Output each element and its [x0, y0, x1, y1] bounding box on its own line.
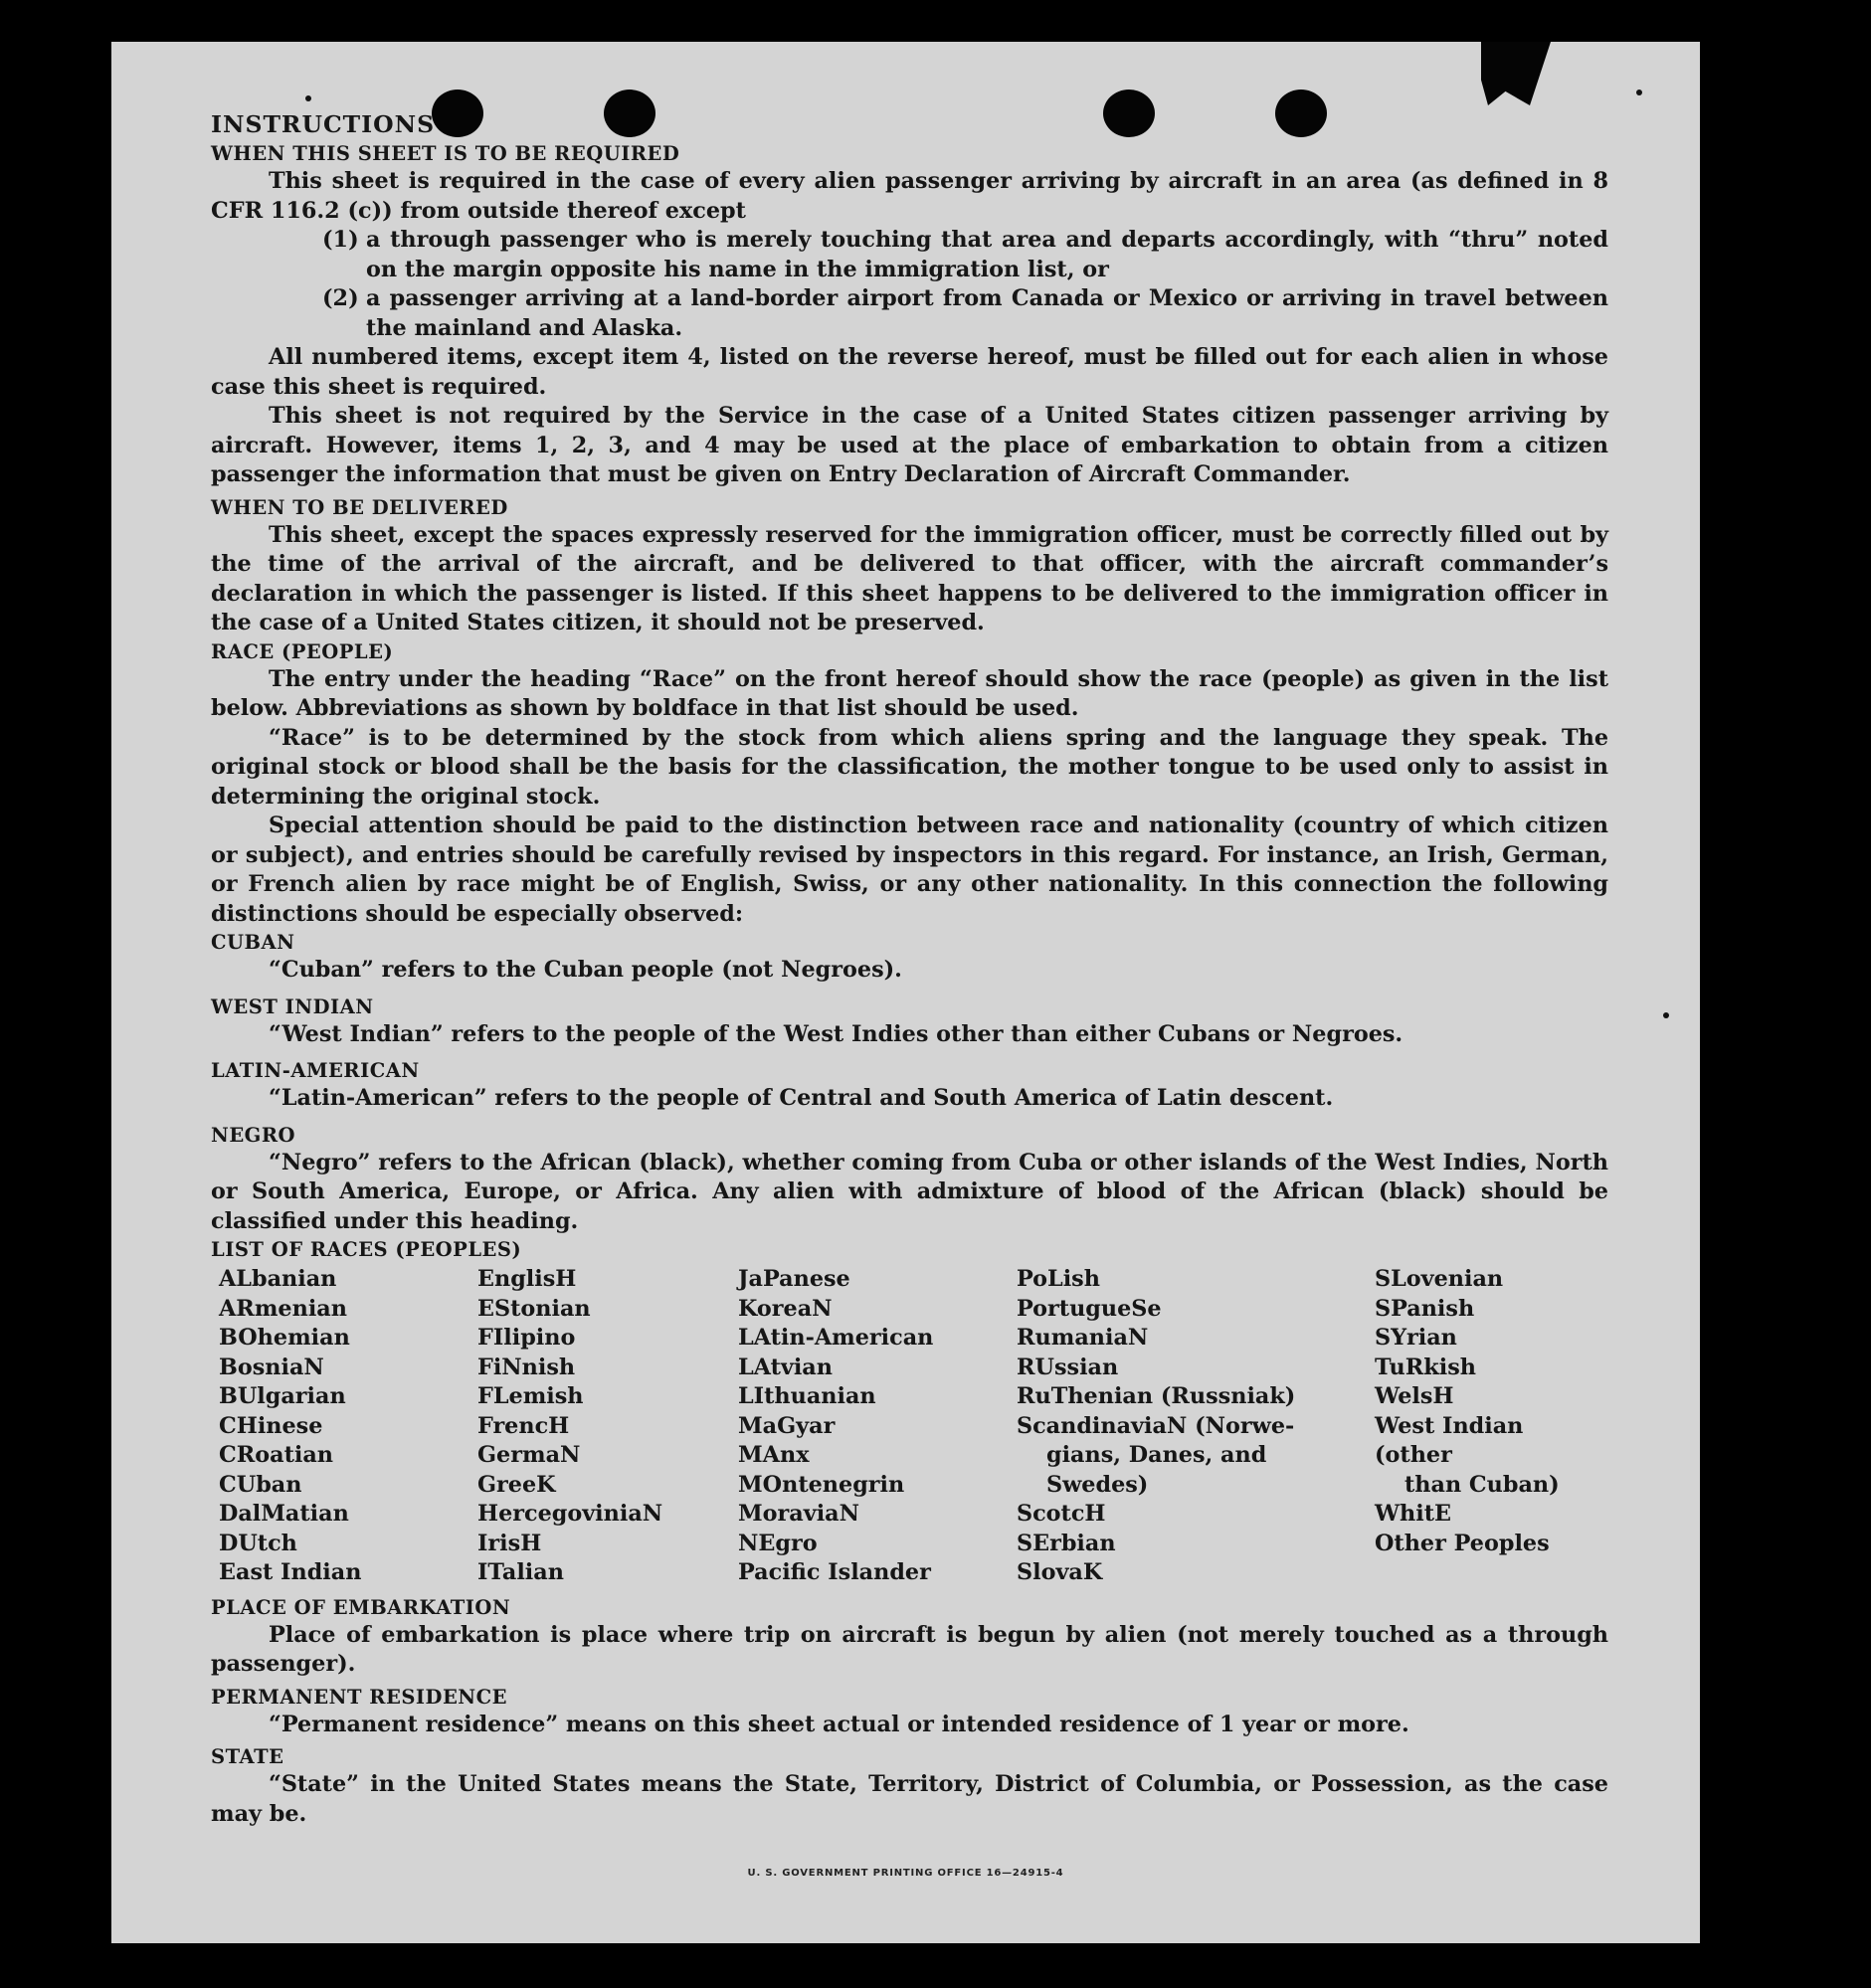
- race-entry: SErbian: [1017, 1530, 1116, 1556]
- paragraph: “Permanent residence” means on this sheet actual or intended residence of 1 year or more.: [269, 1711, 1409, 1737]
- race-entry: SlovaK: [1017, 1559, 1103, 1585]
- race-entry: FrencH: [477, 1412, 570, 1439]
- instructions-content: [211, 109, 1608, 1829]
- paragraph: This sheet is not required by the Service in the case of a United States citizen passenger arriving by aircraft. However, items 1, 2, 3, and 4 may be used at the place of embarkation to obtain from a citizen passenger the information that must be given on Entry Declaration of Aircraft Commander.: [211, 403, 1608, 487]
- races-column: [1375, 1265, 1616, 1588]
- paragraph: “Latin-American” refers to the people of Central and South America of Latin descent.: [269, 1085, 1334, 1111]
- paragraph: This sheet is required in the case of every alien passenger arriving by aircraft in an area (as defined in 8 CFR 116.2 (c)) from outside thereof except: [211, 168, 1608, 224]
- race-entry: DUtch: [219, 1530, 297, 1556]
- race-entry: LAtvian: [738, 1354, 833, 1380]
- paragraph: “State” in the United States means the State, Territory, District of Columbia, or Possession, as the case may be.: [211, 1771, 1608, 1827]
- race-entry: FLemish: [477, 1383, 584, 1409]
- section-heading-when-delivered: WHEN TO BE DELIVERED: [211, 495, 508, 519]
- race-entry: WelsH: [1375, 1383, 1454, 1409]
- race-entry: ARmenian: [219, 1295, 347, 1322]
- race-entry: PoLish: [1017, 1266, 1100, 1292]
- section-heading-negro: NEGRO: [211, 1123, 296, 1147]
- race-entry: gians, Danes, and: [1046, 1442, 1267, 1468]
- race-entry: CUban: [219, 1471, 302, 1498]
- race-entry: ScandinaviaN (Norwe-: [1017, 1412, 1295, 1439]
- numbered-item: [322, 284, 1608, 343]
- race-entry: IrisH: [477, 1530, 542, 1556]
- numbered-item: [322, 226, 1608, 284]
- race-entry: SYrian: [1375, 1325, 1457, 1351]
- race-entry: FiNnish: [477, 1354, 576, 1380]
- race-entry: RuThenian (Russniak): [1017, 1383, 1296, 1409]
- race-entry: West Indian (other: [1375, 1412, 1524, 1468]
- race-entry: BUlgarian: [219, 1383, 346, 1409]
- race-entry: ITalian: [477, 1559, 564, 1585]
- race-entry: KoreaN: [738, 1295, 833, 1322]
- paragraph: “West Indian” refers to the people of the West Indies other than either Cubans or Negroes.: [269, 1020, 1403, 1047]
- race-entry: SPanish: [1375, 1295, 1475, 1322]
- race-entry: EnglisH: [477, 1266, 577, 1292]
- item-text: a passenger arriving at a land-border airport from Canada or Mexico or arriving in travel between the mainland and Alaska.: [366, 285, 1608, 341]
- race-entry: DalMatian: [219, 1501, 349, 1527]
- race-entry: SLovenian: [1375, 1266, 1504, 1292]
- speck: [1636, 90, 1642, 95]
- race-entry: LAtin-American: [738, 1325, 934, 1351]
- race-entry: MoraviaN: [738, 1501, 860, 1527]
- race-entry: Swedes): [1046, 1471, 1149, 1498]
- page-title: INSTRUCTIONS: [211, 110, 436, 138]
- races-column: [477, 1265, 738, 1588]
- race-entry: MaGyar: [738, 1412, 836, 1439]
- section-heading-permanent-residence: PERMANENT RESIDENCE: [211, 1685, 508, 1709]
- race-entry: JaPanese: [738, 1266, 850, 1292]
- section-heading-race: RACE (PEOPLE): [211, 639, 394, 663]
- paragraph: “Cuban” refers to the Cuban people (not Negroes).: [269, 957, 902, 983]
- race-entry: EStonian: [477, 1295, 591, 1322]
- paragraph: “Race” is to be determined by the stock from which aliens spring and the language they speak. The original stock or blood shall be the basis for the classification, the mother tongue to be used only to assist in determining the original stock.: [211, 724, 1608, 810]
- races-column: [219, 1265, 477, 1588]
- race-entry: RUssian: [1017, 1354, 1119, 1380]
- section-heading-state: STATE: [211, 1745, 284, 1768]
- section-heading-embarkation: PLACE OF EMBARKATION: [211, 1595, 511, 1619]
- race-entry: ScotcH: [1017, 1501, 1106, 1527]
- races-column: [1017, 1265, 1375, 1588]
- item-number: (2): [322, 285, 359, 311]
- race-entry: BOhemian: [219, 1325, 350, 1351]
- section-heading-latin-american: LATIN-AMERICAN: [211, 1059, 420, 1082]
- race-entry: PortugueSe: [1017, 1295, 1162, 1322]
- section-heading-cuban: CUBAN: [211, 931, 295, 954]
- race-entry: WhitE: [1375, 1501, 1452, 1527]
- race-entry: Pacific Islander: [738, 1559, 931, 1585]
- item-text: a through passenger who is merely touching that area and departs accordingly, with “thru” noted on the margin opposite his name in the immigration list, or: [366, 227, 1608, 282]
- item-number: (1): [322, 227, 359, 253]
- printer-imprint: U. S. GOVERNMENT PRINTING OFFICE 16—24915-4: [747, 1868, 1064, 1879]
- races-list: [219, 1265, 1608, 1588]
- race-entry: CHinese: [219, 1412, 323, 1439]
- section-heading-list-of-races: LIST OF RACES (PEOPLES): [211, 1238, 522, 1261]
- race-entry: RumaniaN: [1017, 1325, 1149, 1351]
- paragraph: This sheet, except the spaces expressly reserved for the immigration officer, must be correctly filled out by the time of the arrival of the aircraft, and be delivered to that officer, with the aircraft commander’s declaration in which the passenger is listed. If this sheet happens to be delivered to the immigration officer in the case of a United States citizen, it should not be preserved.: [211, 521, 1608, 635]
- race-entry: MOntenegrin: [738, 1471, 905, 1498]
- speck: [305, 95, 311, 101]
- race-entry: HercegoviniaN: [477, 1501, 663, 1527]
- section-heading-when-required: WHEN THIS SHEET IS TO BE REQUIRED: [211, 142, 680, 165]
- race-entry: GreeK: [477, 1471, 556, 1498]
- race-entry: FIlipino: [477, 1325, 576, 1351]
- section-heading-west-indian: WEST INDIAN: [211, 994, 374, 1018]
- race-entry: NEgro: [738, 1530, 818, 1556]
- torn-corner: [1481, 42, 1551, 105]
- race-entry: LIthuanian: [738, 1383, 876, 1409]
- race-entry: GermaN: [477, 1442, 581, 1468]
- document-sheet: [111, 42, 1700, 1943]
- race-entry: TuRkish: [1375, 1354, 1476, 1380]
- paragraph: “Negro” refers to the African (black), whether coming from Cuba or other islands of the West Indies, North or South America, Europe, or Africa. Any alien with admixture of blood of the African (black) should be classified under this heading.: [211, 1149, 1608, 1234]
- race-entry: East Indian: [219, 1559, 362, 1585]
- speck: [1663, 1012, 1669, 1018]
- paragraph: The entry under the heading “Race” on the front hereof should show the race (people) as given in the list below. Abbreviations as shown by boldface in that list should be used.: [211, 665, 1608, 721]
- paragraph: All numbered items, except item 4, listed on the reverse hereof, must be filled out for each alien in whose case this sheet is required.: [211, 344, 1608, 400]
- race-entry: than Cuban): [1404, 1471, 1560, 1498]
- races-column: [738, 1265, 1017, 1588]
- race-entry: ALbanian: [219, 1266, 337, 1292]
- race-entry: BosniaN: [219, 1354, 324, 1380]
- paragraph: Place of embarkation is place where trip on aircraft is begun by alien (not merely touched as a through passenger).: [211, 1621, 1608, 1677]
- race-entry: Other Peoples: [1375, 1530, 1550, 1556]
- race-entry: MAnx: [738, 1442, 810, 1468]
- race-entry: CRoatian: [219, 1442, 334, 1468]
- paragraph: Special attention should be paid to the distinction between race and nationality (country of which citizen or subject), and entries should be carefully revised by inspectors in this regard. For instance, an Irish, German, or French alien by race might be of English, Swiss, or any other nationality. In this connection the following distinctions should be especially observed:: [211, 813, 1608, 927]
